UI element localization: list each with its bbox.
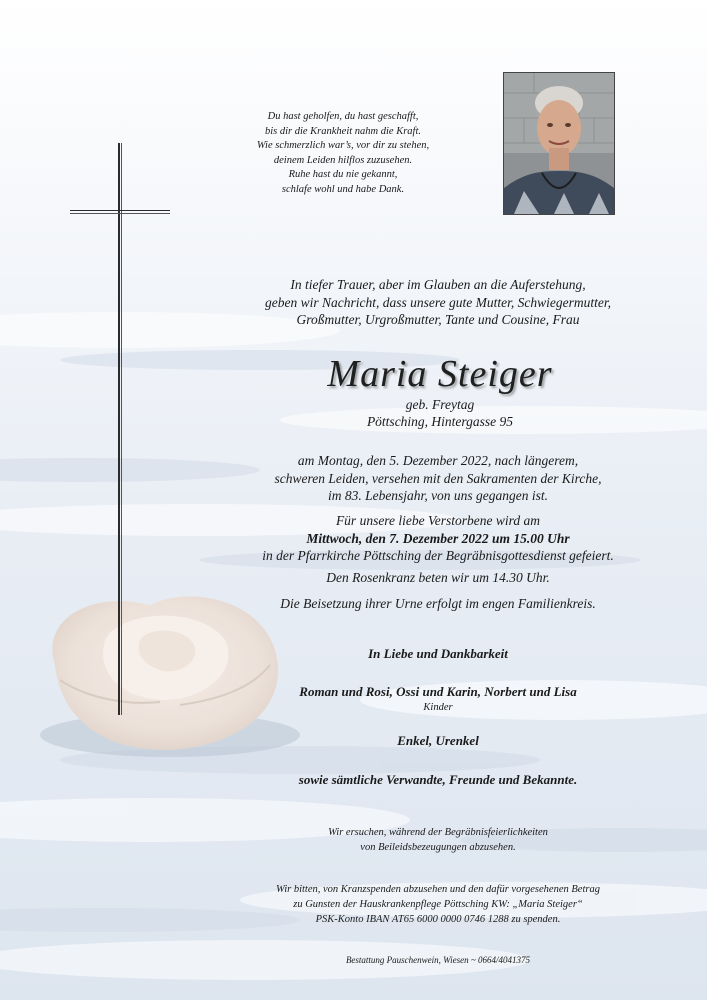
rosary-info: Den Rosenkranz beten wir um 14.30 Uhr. [326,570,550,585]
request-line: von Beileidsbezeugungen abzusehen. [360,842,516,853]
children-label: Kinder [423,702,453,713]
death-line: am Montag, den 5. Dezember 2022, nach längerem, [297,453,579,468]
donation-line: Wir bitten, von Kranzspenden abzusehen und den dafür vorgesehenen Betrag [276,884,600,895]
address: Pöttsching, Hintergasse 95 [366,414,514,429]
birth-name-address [320,396,560,430]
poem-line: Wie schmerzlich war’s, vor dir zu stehen, [256,140,430,151]
donation-request [218,882,658,927]
poem-line: Du hast geholfen, du hast geschafft, [267,111,419,122]
death-line: schweren Leiden, versehen mit den Sakramenten der Kirche, [274,470,602,486]
funeral-info [238,512,638,565]
condolence-request [238,825,638,855]
children-names: Roman und Rosi, Ossi und Karin, Norbert und Lisa [299,684,577,699]
poem-line: bis dir die Krankheit nahm die Kraft. [264,125,422,137]
love-heading: In Liebe und Dankbarkeit [368,646,508,661]
urn-info: Die Beisetzung ihrer Urne erfolgt im engen Familienkreis. [280,596,596,611]
announcement-intro [238,276,638,329]
intro-line: geben wir Nachricht, dass unsere gute Mutter, Schwiegermutter, [265,294,611,310]
poem-line: Ruhe hast du nie gekannt, [288,169,398,180]
funeral-line: Für unsere liebe Verstorbene wird am [335,513,541,528]
death-notice [238,452,638,505]
memorial-poem [228,110,458,197]
donation-line: zu Gunsten der Hauskrankenpflege Pöttsching KW: „Maria Steiger“ [293,899,583,910]
intro-line: In tiefer Trauer, aber im Glauben an die Auferstehung, [290,277,586,292]
funeral-line: in der Pfarrkirche Pöttsching der Begräbnisgottesdienst gefeiert. [262,548,614,563]
donation-line: PSK-Konto IBAN AT65 6000 0000 0746 1288 zu spenden. [315,914,561,925]
intro-line: Großmutter, Urgroßmutter, Tante und Cousine, Frau [296,312,580,327]
portrait-photo [503,72,615,215]
deceased-name: Maria Steiger [327,353,553,395]
death-line: im 83. Lebensjahr, von uns gegangen ist. [327,488,549,503]
poem-line: deinem Leiden hilflos zuzusehen. [273,154,413,166]
poem-line: schlafe wohl und habe Dank. [281,183,405,195]
funeral-date: Mittwoch, den 7. Dezember 2022 um 15.00 Uhr [306,530,570,546]
relatives: sowie sämtliche Verwandte, Freunde und Bekannte. [298,772,578,787]
funeral-home-footer: Bestattung Pauschenwein, Wiesen ~ 0664/4041375 [345,955,531,965]
request-line: Wir ersuchen, während der Begräbnisfeierlichkeiten [328,827,548,838]
grandchildren: Enkel, Urenkel [397,733,479,748]
birth-name: geb. Freytag [405,397,475,412]
